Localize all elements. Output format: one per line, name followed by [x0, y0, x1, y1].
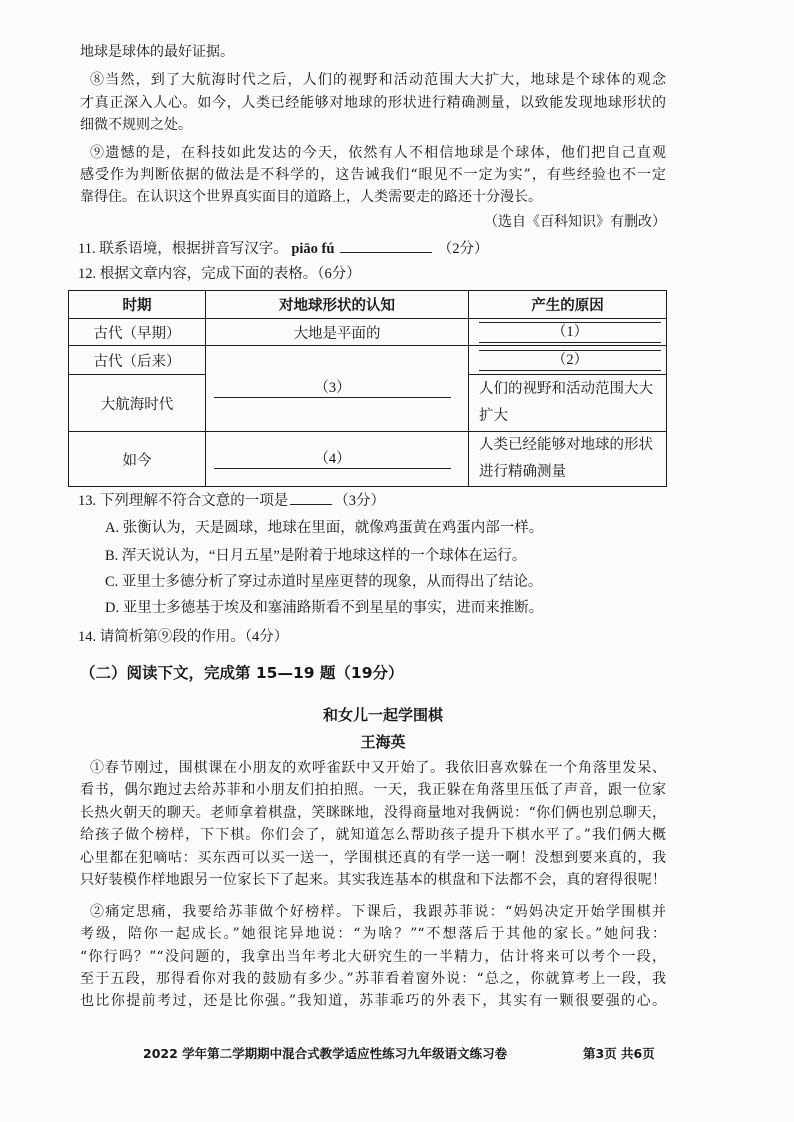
question-text: 联系语境，根据拼音写汉字。	[99, 241, 288, 257]
paragraph-line: 考级，陪你一起成长。”她很诧异地说：“为啥？”“不想落后于其他的家长。”她问我：	[80, 926, 666, 943]
paragraph-line: 细微不规则之处。	[80, 117, 192, 133]
footer-exam-title: 2022 学年第二学期期中混合式教学适应性练习九年级语文练习卷	[143, 1046, 508, 1061]
option-text: 亚里士多德基于埃及和塞浦路斯看不到星星的事实，进而来推断。	[122, 600, 544, 616]
option-text: 张衡认为，天是圆球，地球在里面，就像鸡蛋黄在鸡蛋内部一样。	[122, 520, 544, 536]
reason-text: 人们的视野和活动范围大大扩大	[479, 381, 653, 424]
answer-blank	[290, 492, 332, 505]
question-13	[78, 490, 385, 512]
table-header-row	[69, 291, 667, 319]
paragraph-line: ①春节刚过，围棋课在小朋友的欢呼雀跃中又开始了。我依旧喜欢躲在一个角落里发呆、	[90, 760, 666, 776]
answer-blank-1: （1）	[479, 322, 661, 343]
option-text: 亚里士多德分析了穿过赤道时星座更替的现象，从而得出了结论。	[121, 574, 543, 590]
header-cognition: 对地球形状的认知	[206, 291, 469, 319]
table-row	[69, 432, 667, 487]
option-label: B.	[105, 548, 119, 564]
paragraph-1	[80, 757, 666, 891]
pinyin: piāo fú	[291, 241, 335, 257]
option-label: A.	[105, 520, 120, 536]
paragraph-line: 才真正深入人心。如今，人类已经能够对地球的形状进行精确测量，以致能发现地球形状的	[80, 94, 666, 111]
paragraph-line: 长热火朝天的聊天。老师拿着棋盘，笑眯眯地，没得商量地对我俩说：“你们俩也别总聊天，	[80, 804, 666, 821]
cell-cognition	[206, 432, 469, 487]
question-text: 下列理解不符合文意的一项是	[99, 493, 289, 509]
answer-table	[68, 290, 667, 487]
cell-period: 大航海时代	[69, 375, 206, 432]
cell-reason	[469, 432, 667, 487]
answer-blank	[340, 240, 432, 253]
section-heading: （二）阅读下文，完成第 15—19 题（19分）	[80, 664, 404, 682]
paragraph-line: 至于五段，那得看你对我的鼓励有多少。”苏菲看着窗外说：“总之，你就算考上一段，我	[80, 970, 666, 987]
intro-line: 地球是球体的最好证据。	[80, 44, 234, 60]
answer-blank-3: （3）	[214, 379, 451, 398]
cell-reason	[469, 346, 667, 375]
paragraph-line: 给孩子做个榜样，下下棋。你们会了，就知道怎么帮助孩子提升下棋水平了。”我们俩大概	[80, 827, 666, 844]
paragraph-9	[80, 142, 666, 208]
header-reason: 产生的原因	[469, 291, 667, 319]
answer-blank-2: （2）	[479, 350, 661, 371]
question-text: 请简析第⑨段的作用。（4分）	[99, 629, 289, 645]
question-number: 13.	[78, 493, 97, 509]
question-number: 12.	[78, 266, 97, 282]
option-a	[105, 517, 543, 539]
table-row	[69, 346, 667, 375]
question-12	[78, 263, 361, 285]
option-label: D.	[105, 600, 120, 616]
question-score: （2分）	[437, 241, 489, 257]
option-d	[105, 597, 543, 619]
cell-cognition	[206, 346, 469, 432]
paragraph-line: ⑨遗憾的是，在科技如此发达的今天，依然有人不相信地球是个球体，他们把自己直观	[90, 145, 666, 161]
cell-period: 古代（后来）	[69, 346, 206, 375]
footer-page-number: 第3页 共6页	[583, 1046, 655, 1061]
source-note: （选自《百科知识》有删改）	[484, 214, 666, 230]
cell-period: 古代（早期）	[69, 319, 206, 346]
answer-blank-4: （4）	[214, 450, 451, 469]
cell-cognition: 大地是平面的	[206, 319, 469, 346]
question-14	[78, 626, 288, 648]
paragraph-8	[80, 69, 666, 137]
paragraph-line: 只好装模作样地跟另一位家长下了起来。其实我连基本的棋盘和下法都不会，真的窘得很呢！	[80, 872, 666, 889]
question-11	[78, 238, 488, 260]
paragraph-line: 也比你提前考过，还是比你强。”我知道，苏菲乖巧的外表下，其实有一颗很要强的心。	[80, 993, 666, 1010]
option-text: 浑天说认为，“日月五星”是附着于地球这样的一个球体在运行。	[121, 548, 527, 564]
question-number: 11.	[78, 241, 96, 257]
paragraph-line: “你行吗？”“没问题的，我拿出当年考北大研究生的一半精力，估计将来可以考个一段，	[80, 948, 666, 965]
cell-period: 如今	[69, 432, 206, 487]
option-label: C.	[105, 574, 119, 590]
option-c	[105, 571, 542, 593]
cell-reason	[469, 319, 667, 346]
header-period: 时期	[69, 291, 206, 319]
article-author: 王海英	[360, 733, 406, 751]
article-title: 和女儿一起学围棋	[322, 706, 443, 724]
table-row	[69, 319, 667, 346]
cell-reason	[469, 375, 667, 432]
paragraph-line: 感受作为判断依据的做法是不科学的，这告诫我们“眼见不一定为实”，有些经验也不一定	[80, 167, 666, 183]
paragraph-line: 心里都在犯嘀咕：买东西可以买一送一，学围棋还真的有学一送一啊！没想到要来真的，我	[80, 849, 666, 866]
option-b	[105, 545, 526, 567]
question-number: 14.	[78, 629, 97, 645]
question-text: 根据文章内容，完成下面的表格。（6分）	[99, 266, 361, 282]
paragraph-2	[80, 901, 666, 1012]
question-score: （3分）	[334, 493, 385, 509]
paragraph-line: ⑧当然，到了大航海时代之后，人们的视野和活动范围大大扩大，地球是个球体的观念	[90, 72, 666, 88]
paragraph-line: 靠得住。在认识这个世界真实面目的道路上，人类需要走的路还十分漫长。	[80, 189, 542, 205]
paragraph-line: 看书，偶尔跑过去给苏菲和小朋友们拍拍照。一天，我正躲在角落里压低了声音，跟一位家	[80, 782, 666, 799]
paragraph-line: ②痛定思痛，我要给苏菲做个好榜样。下课后，我跟苏菲说：“妈妈决定开始学围棋并	[90, 904, 666, 920]
reason-text: 人类已经能够对地球的形状进行精确测量	[479, 437, 653, 480]
